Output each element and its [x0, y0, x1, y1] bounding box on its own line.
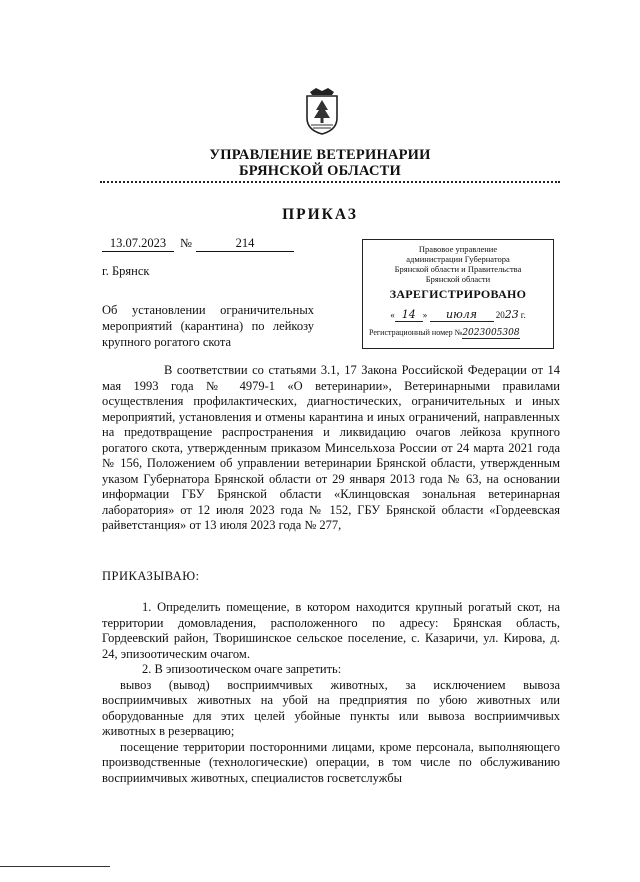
coat-of-arms-emblem — [302, 86, 342, 136]
footnote-divider — [0, 866, 110, 867]
order-item-1: 1. Определить помещение, в котором находится крупный рогатый скот, на территории домовладения, расположенного по адресу: Брянская область, Гордеевский район, Творишинское сельское поселение, с. Казаричи, ул. Кирова, д. 24, эпизоотическим очагом. — [102, 600, 560, 661]
stamp-line3: Брянской области и Правительства — [394, 264, 522, 274]
order-item-2: 2. В эпизоотическом очаге запретить: — [142, 662, 342, 676]
stamp-line2: администрации Губернатора — [406, 254, 510, 264]
order-item-2a: вывоз (вывод) восприимчивых животных, за исключением вывоза восприимчивых животных на убой на предприятия по убою животных или оборудованные для этих целей убойные пункты или вывоза восприимчивых животных в резервацию; — [102, 677, 560, 738]
order-items — [102, 600, 560, 786]
city: г. Брянск — [102, 264, 150, 278]
organization-name-line2: БРЯНСКОЙ ОБЛАСТИ — [239, 163, 401, 179]
stamp-reg-label: Регистрационный номер № — [369, 328, 463, 337]
stamp-year-prefix: 20 — [495, 310, 505, 320]
registration-stamp — [362, 239, 554, 349]
order-item-2b: посещение территории посторонними лицами, кроме персонала, выполняющего производственные (технологические) операции, в том числе по обслуживанию восприимчивых животных, специалистов госветслужбы — [102, 739, 560, 785]
stamp-line1: Правовое управление — [418, 244, 498, 254]
header-divider — [100, 181, 560, 183]
stamp-year-suffix: 23 — [504, 308, 519, 321]
document-number: 214 — [196, 236, 294, 252]
stamp-reg-number: 2023005308 — [462, 328, 520, 338]
organization-name-line1: УПРАВЛЕНИЕ ВЕТЕРИНАРИИ — [209, 147, 431, 163]
date-number-line — [102, 236, 294, 252]
stamp-date: « 14 » июля 2023 г. — [390, 308, 526, 321]
document-subject: Об установлении ограничительных мероприятий (карантина) по лейкозу крупного рогатого скота — [102, 303, 314, 349]
document-date: 13.07.2023 — [102, 236, 174, 252]
document-type-title: ПРИКАЗ — [282, 206, 358, 223]
stamp-day: 14 — [395, 308, 423, 322]
preamble-paragraph: В соответствии со статьями 3.1, 17 Закона Российской Федерации от 14 мая 1993 года № 4979-1 «О ветеринарии», Ветеринарными правилами осуществления профилактических, диагностических, ограничительных и иных мероприятий, установления и отмены карантина и иных ограничений, направленных на предотвращение распространения и ликвидацию очагов лейкоза крупного рогатого скота, утвержденным приказом Минсельхоза России от 24 марта 2021 года № 156, Положением об управлении ветеринарии Брянской области, утвержденным указом Губернатора Брянской области от 29 января 2013 года № 63, на основании информации ГБУ Брянской области «Клинцовская зональная ветеринарная лаборатория» от 12 июля 2023 года № 152, ГБУ Брянской области «Гордеевская райветстанция» от 13 июля 2023 года № 277, — [102, 363, 560, 532]
stamp-line4: Брянской области — [425, 274, 491, 284]
stamp-reg-number-line — [363, 328, 553, 338]
stamp-registered: ЗАРЕГИСТРИРОВАНО — [389, 287, 527, 301]
stamp-month: июля — [430, 308, 494, 322]
number-sign: № — [180, 236, 192, 250]
order-word: ПРИКАЗЫВАЮ: — [102, 569, 200, 583]
stamp-year-unit: г. — [520, 310, 526, 320]
